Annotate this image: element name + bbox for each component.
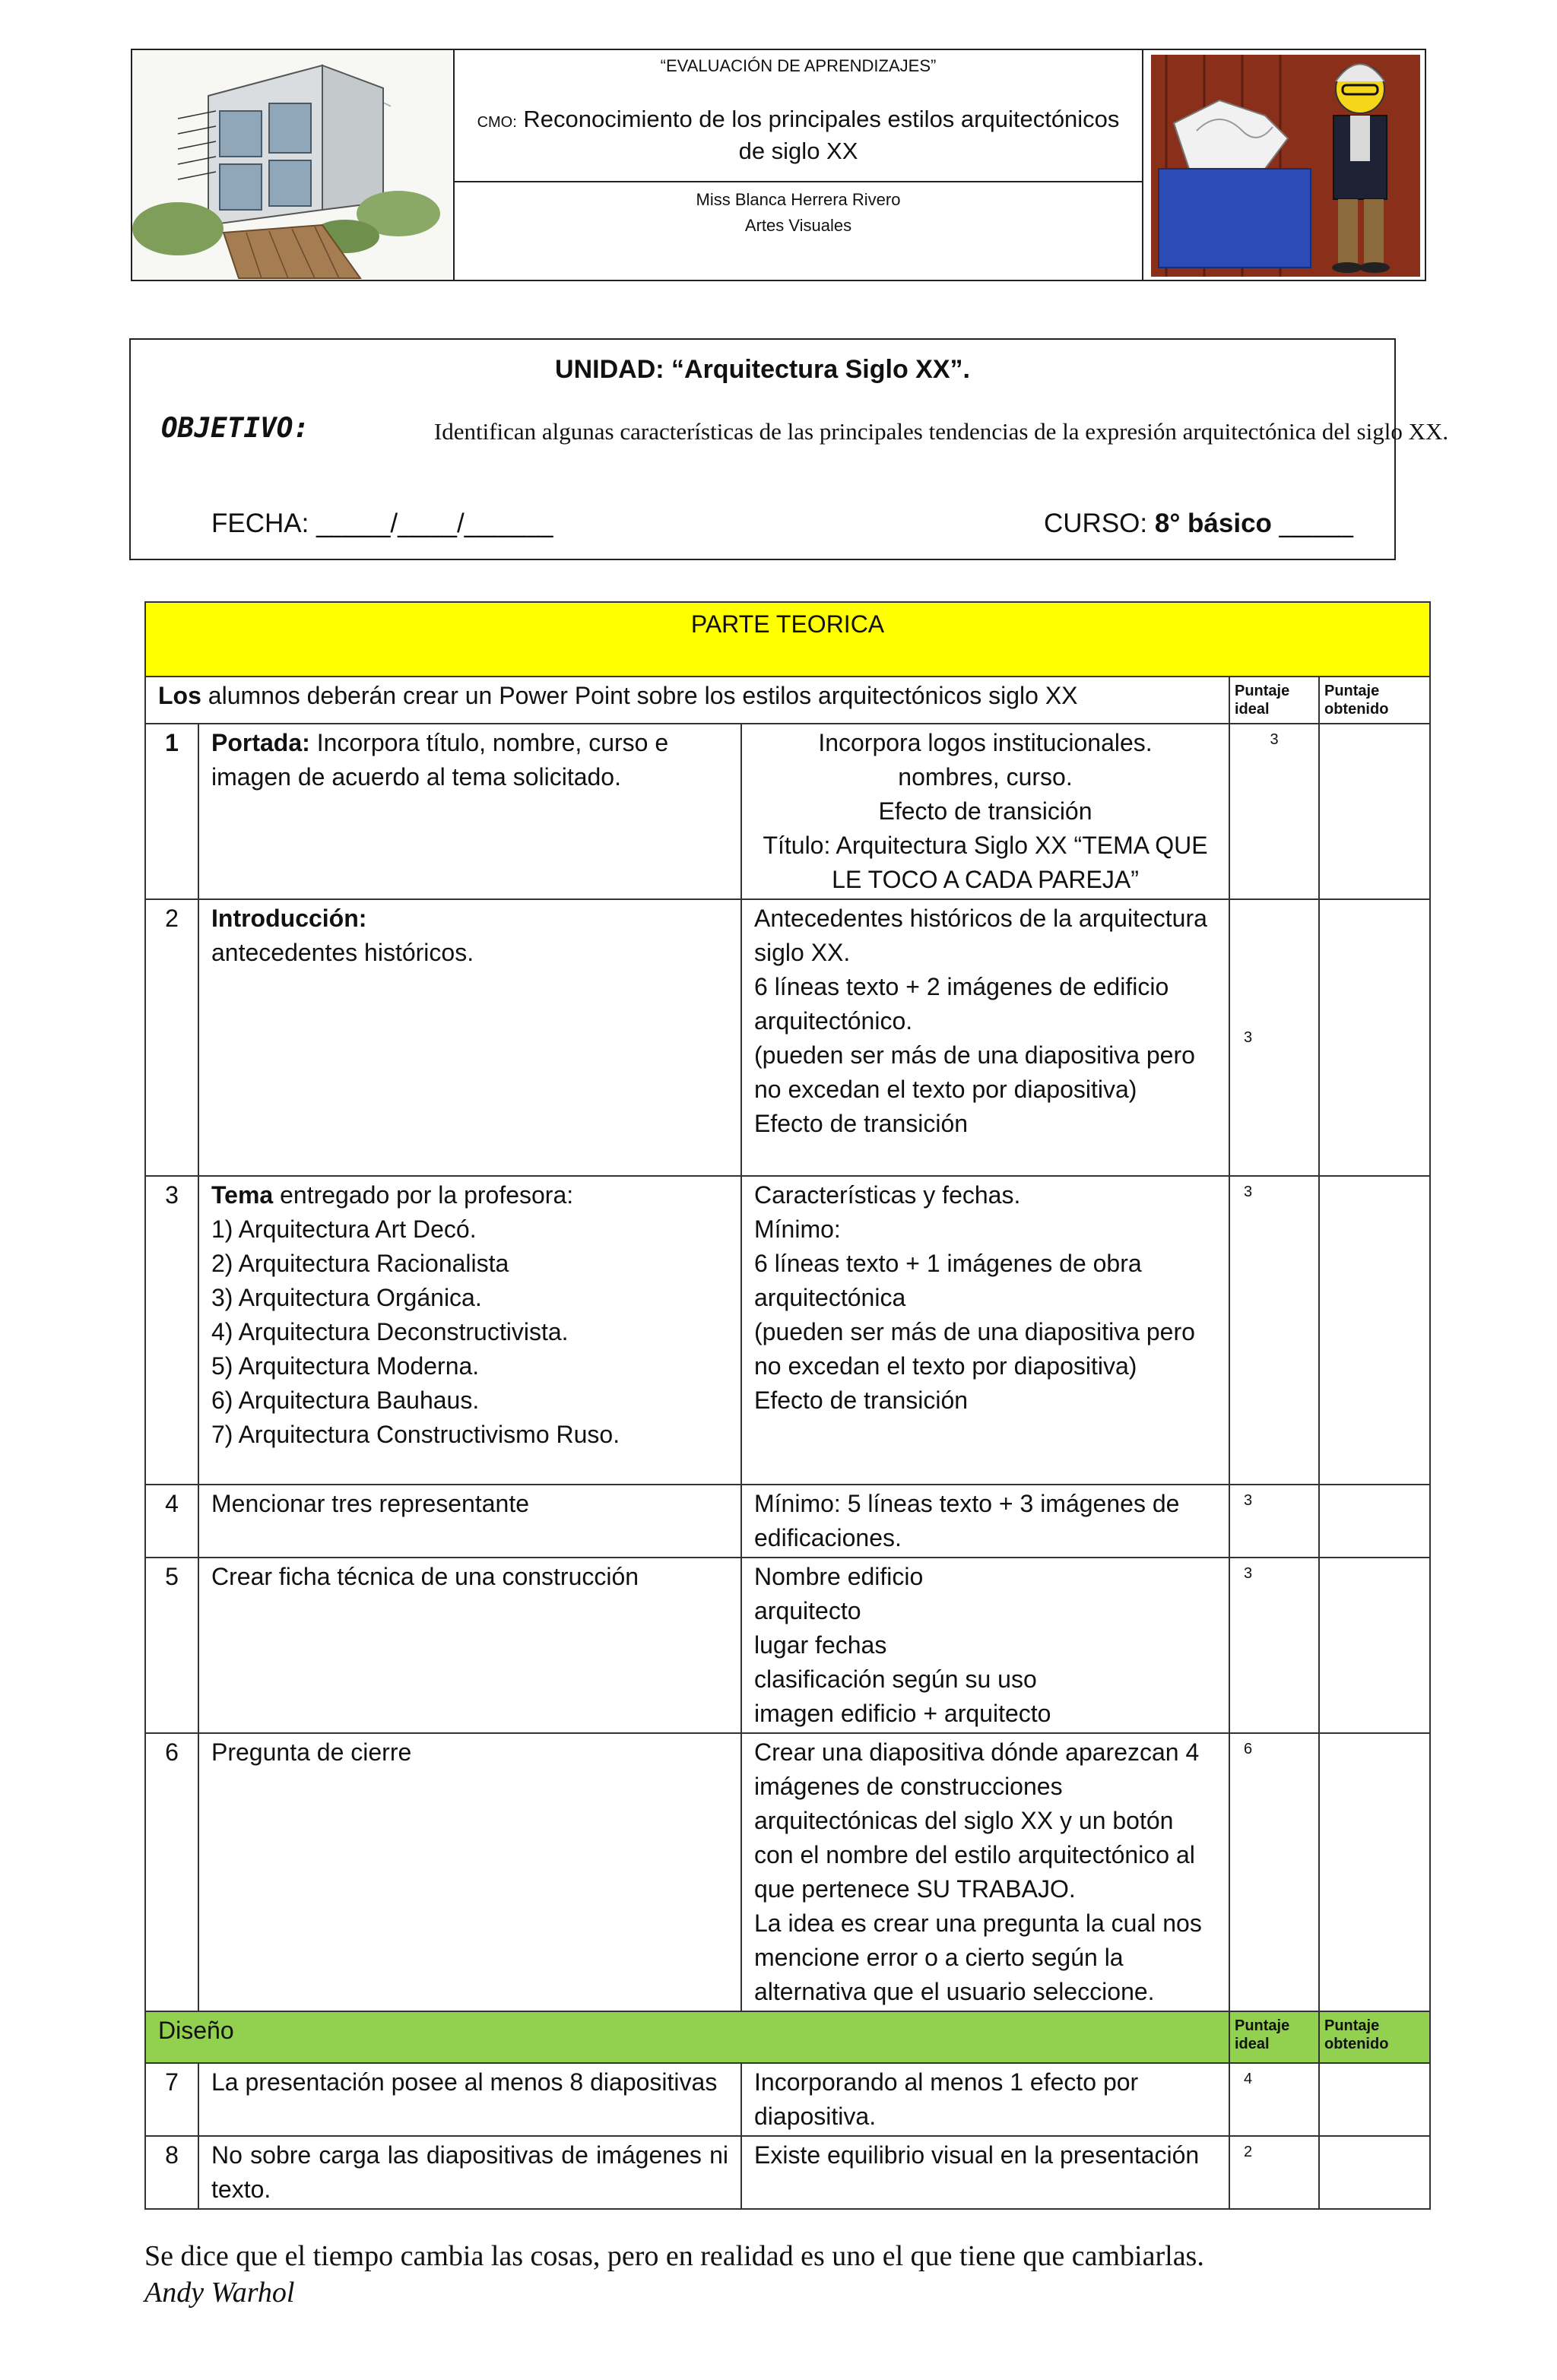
course-line bbox=[1044, 509, 1353, 539]
row-number: 5 bbox=[145, 1558, 198, 1733]
closing-quote bbox=[144, 2238, 1204, 2311]
row-number: 7 bbox=[145, 2063, 198, 2136]
row-item-text: antecedentes históricos. bbox=[211, 939, 474, 966]
row-item bbox=[198, 1485, 741, 1558]
row-item bbox=[198, 1176, 741, 1485]
ideal-score-header: Puntaje ideal bbox=[1229, 2011, 1319, 2063]
row-item-bold: Portada: bbox=[211, 729, 310, 756]
row-obtained-points[interactable] bbox=[1319, 2136, 1430, 2209]
date-label: FECHA: bbox=[211, 509, 309, 538]
row-criteria: Nombre edificio arquitecto lugar fechas clasificación según su uso imagen edificio + arquitecto bbox=[741, 1558, 1229, 1733]
table-row bbox=[145, 2136, 1430, 2209]
quote-author: Andy Warhol bbox=[144, 2277, 295, 2309]
ideal-score-header: Puntaje ideal bbox=[1229, 677, 1319, 724]
objective-label: OBJETIVO: bbox=[161, 413, 310, 444]
table-row bbox=[145, 1485, 1430, 1558]
unit-title: UNIDAD: “Arquitectura Siglo XX”. bbox=[555, 355, 970, 384]
table-row bbox=[145, 1176, 1430, 1485]
row-ideal-points: 3 bbox=[1229, 1176, 1319, 1485]
row-ideal-points: 3 bbox=[1229, 1485, 1319, 1558]
row-item-text: Pregunta de cierre bbox=[211, 1738, 412, 1766]
row-number: 2 bbox=[145, 899, 198, 1176]
row-obtained-points[interactable] bbox=[1319, 1558, 1430, 1733]
row-ideal-points: 3 bbox=[1229, 899, 1319, 1176]
obtained-score-header: Puntaje obtenido bbox=[1319, 2011, 1430, 2063]
course-blank: _____ bbox=[1279, 509, 1353, 538]
row-number: 3 bbox=[145, 1176, 198, 1485]
date-line bbox=[211, 509, 553, 539]
teacher-name: Miss Blanca Herrera Rivero bbox=[696, 190, 901, 209]
cmo-line bbox=[455, 105, 1142, 166]
row-obtained-points[interactable] bbox=[1319, 1733, 1430, 2011]
instruction-text: alumnos deberán crear un Power Point sobre los estilos arquitectónicos siglo XX bbox=[201, 682, 1078, 709]
course-label: CURSO: bbox=[1044, 509, 1148, 538]
table-row bbox=[145, 1733, 1430, 2011]
row-ideal-points: 2 bbox=[1229, 2136, 1319, 2209]
row-item bbox=[198, 899, 741, 1176]
row-item-bold: Tema bbox=[211, 1181, 274, 1209]
architect-cartoon-image bbox=[1143, 50, 1425, 280]
row-number: 6 bbox=[145, 1733, 198, 2011]
design-section-title: Diseño bbox=[145, 2011, 1229, 2063]
instruction-cell bbox=[145, 677, 1229, 724]
header-title-cell bbox=[455, 50, 1142, 182]
row-item-text: No sobre carga las diapositivas de imágenes ni texto. bbox=[198, 2136, 741, 2209]
objective-text: Identifican algunas características de las principales tendencias de la expresión arquitectónica del siglo XX. bbox=[433, 418, 1449, 445]
design-section-row bbox=[145, 2011, 1430, 2063]
row-item bbox=[198, 724, 741, 899]
row-ideal-points: 3 bbox=[1229, 1558, 1319, 1733]
course-value: 8° básico bbox=[1154, 509, 1272, 538]
row-obtained-points[interactable] bbox=[1319, 2063, 1430, 2136]
table-row bbox=[145, 1558, 1430, 1733]
row-obtained-points[interactable] bbox=[1319, 1176, 1430, 1485]
row-ideal-points: 6 bbox=[1229, 1733, 1319, 2011]
teacher-cell bbox=[455, 182, 1142, 280]
table-row bbox=[145, 899, 1430, 1176]
row-item-text: Crear ficha técnica de una construcción bbox=[211, 1563, 639, 1590]
row-number: 8 bbox=[145, 2136, 198, 2209]
instruction-row bbox=[145, 677, 1430, 724]
table-row bbox=[145, 2063, 1430, 2136]
row-criteria: Incorpora logos institucionales. nombres, curso. Efecto de transición Título: Arquitectura Siglo XX “TEMA QUE LE TOCO A CADA PAREJA” bbox=[741, 724, 1229, 899]
cartoon-architect-with-model bbox=[1151, 55, 1420, 277]
row-item-text: La presentación posee al menos 8 diapositivas bbox=[198, 2063, 741, 2136]
header-title-block bbox=[455, 50, 1143, 280]
row-number: 1 bbox=[145, 724, 198, 899]
row-criteria: Mínimo: 5 líneas texto + 3 imágenes de edificaciones. bbox=[741, 1485, 1229, 1558]
row-criteria: Existe equilibrio visual en la presentación bbox=[741, 2136, 1229, 2209]
row-item-text: Mencionar tres representante bbox=[211, 1490, 529, 1517]
row-criteria: Antecedentes históricos de la arquitectura siglo XX. 6 líneas texto + 2 imágenes de edificio arquitectónico. (pueden ser más de una diapositiva pero no excedan el texto por diapositiva) Efecto de transición bbox=[741, 899, 1229, 1176]
instruction-bold: Los bbox=[158, 682, 201, 709]
row-criteria: Características y fechas. Mínimo: 6 líneas texto + 1 imágenes de obra arquitectónica (pueden ser más de una diapositiva pero no excedan el texto por diapositiva) Efecto de transición bbox=[741, 1176, 1229, 1485]
row-number: 4 bbox=[145, 1485, 198, 1558]
cmo-label: CMO: bbox=[477, 114, 517, 131]
date-blank: _____/____/______ bbox=[316, 509, 553, 538]
evaluation-title: “EVALUACIÓN DE APRENDIZAJES” bbox=[660, 56, 937, 75]
row-criteria: Incorporando al menos 1 efecto por diapositiva. bbox=[741, 2063, 1229, 2136]
row-item bbox=[198, 1733, 741, 2011]
row-criteria: Crear una diapositiva dónde aparezcan 4 imágenes de construcciones arquitectónicas del siglo XX y un botón con el nombre del estilo arquitectónico al que pertenece SU TRABAJO. La idea es crear una pregunta la cual nos mencione error o a cierto según la alternativa que el usuario seleccione. bbox=[741, 1733, 1229, 2011]
obtained-score-header: Puntaje obtenido bbox=[1319, 677, 1430, 724]
unit-objective-box bbox=[129, 338, 1449, 560]
row-item bbox=[198, 1558, 741, 1733]
document-header bbox=[131, 49, 1426, 281]
theory-section-row bbox=[145, 602, 1430, 677]
row-item-bold: Introducción: bbox=[211, 905, 367, 932]
row-ideal-points: 3 bbox=[1229, 724, 1319, 899]
house-sketch-illustration bbox=[132, 50, 452, 280]
house-sketch-image bbox=[132, 50, 455, 280]
subject-name: Artes Visuales bbox=[744, 216, 852, 235]
rubric-table bbox=[144, 601, 1431, 2210]
cmo-text: Reconocimiento de los principales estilos arquitectónicos de siglo XX bbox=[523, 106, 1120, 164]
row-item-text: Incorpora título, nombre, curso e imagen de acuerdo al tema solicitado. bbox=[211, 729, 669, 791]
row-obtained-points[interactable] bbox=[1319, 899, 1430, 1176]
table-row bbox=[145, 724, 1430, 899]
row-obtained-points[interactable] bbox=[1319, 1485, 1430, 1558]
quote-text: Se dice que el tiempo cambia las cosas, pero en realidad es uno el que tiene que cambiarlas. bbox=[144, 2240, 1204, 2272]
row-obtained-points[interactable] bbox=[1319, 724, 1430, 899]
row-ideal-points: 4 bbox=[1229, 2063, 1319, 2136]
row-item-text: entregado por la profesora: 1) Arquitectura Art Decó. 2) Arquitectura Racionalista 3) Arquitectura Orgánica. 4) Arquitectura Deconstructivista. 5) Arquitectura Moderna. 6) Arquitectura Bauhaus. 7) Arquitectura Constructivismo Ruso. bbox=[211, 1181, 620, 1448]
theory-section-title: PARTE TEORICA bbox=[145, 602, 1430, 677]
